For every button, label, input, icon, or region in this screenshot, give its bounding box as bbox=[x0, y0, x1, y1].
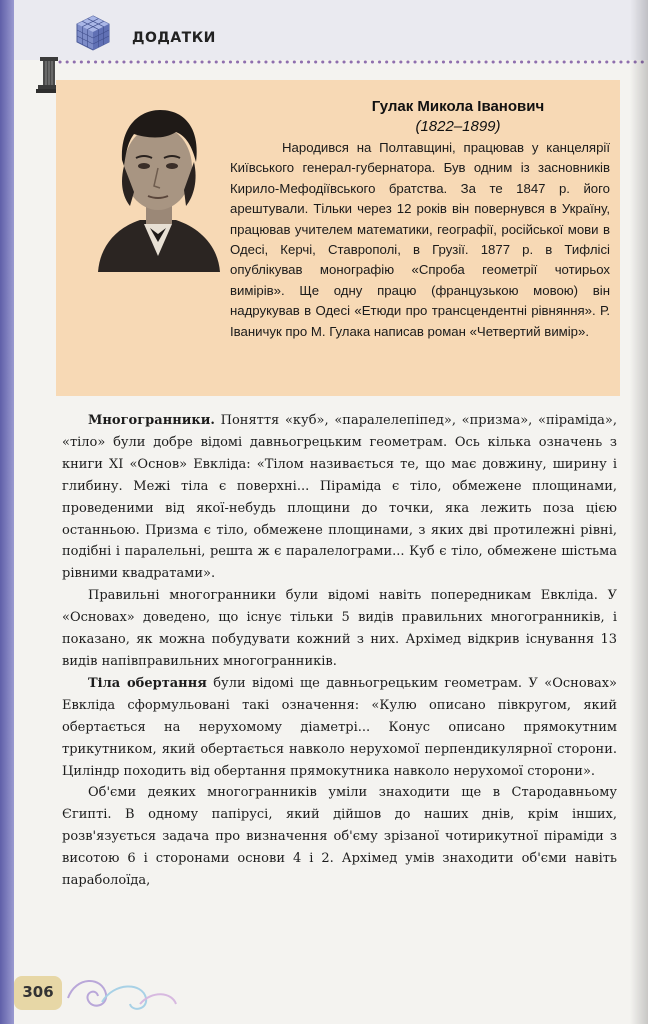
dotted-divider bbox=[58, 58, 648, 66]
paragraph-text: були відомі ще давньогрецьким геометрам. У «Основах» Евкліда сформульовані такі означення: «Кулю описано півкругом, який обертається на нерухомому діаметрі... Конус описано прямокутним трикутником, який обертається навколо нерухомої перпендикулярної сторони. Циліндр походить від обертання прямокутника навколо нерухомої сторони». bbox=[62, 675, 618, 779]
section-title: ДОДАТКИ bbox=[132, 30, 216, 46]
paragraph-text: Поняття «куб», «паралелепіпед», «призма», «піраміда», «тіло» були добре відомі давньогрецьким геометрам. Ось кілька означень з книги XI «Основ» Евкліда: «Тілом називається те, що має довжину, ширину і глибину. Межі тіла є поверхні... Піраміда є тіло, обмежене площинами, проведеними від якої-небудь площини до точки, яка лежить поза цією останньою. Призма є тіло, обмежене площинами, з яких дві протилежні рівні, подібні і паралельні, решта ж є паралелограми... Куб є тіло, обмежене шістьма рівними квадратами». bbox=[62, 413, 617, 582]
cube-icon bbox=[74, 14, 112, 52]
paragraph-volumes bbox=[62, 782, 617, 892]
paragraph-text: Правильні многогранники були відомі навіть попередникам Евкліда. У «Основах» доведено, що існує тільки 5 видів правильних многогранників, і показано, як можна побудувати кожний з них. Архімед відкрив існування 13 видів напівправильних многогранників. bbox=[62, 588, 617, 669]
paragraph-regular-polyhedra bbox=[62, 585, 617, 673]
term-solids-of-revolution: Тіла обертання bbox=[88, 675, 207, 691]
left-color-strip bbox=[0, 0, 14, 1024]
page-number: 306 bbox=[22, 983, 54, 1001]
bio-years: (1822–1899) bbox=[415, 118, 501, 135]
term-polyhedra: Многогранники. bbox=[88, 413, 215, 428]
bio-text-content: Народився на Полтавщині, працював у канцелярії Київського генерал-губернатора. Був одним із засновників Кирило-Мефодіївського братства. За те 1847 р. його арештували. Тільки через 12 років він повернувся в Україну, працював учителем математики, географії, російської мови в Одесі, Керчі, Ставрополі, в Грузії. 1877 р. в Тифлісі опублікував монографію «Спроба геометрії чотирьох вимірів». Ще одну працю (французькою мовою) він надрукував в Одесі «Етюди про трансцендентні рівняння». Р. Іваничук про М. Гулака написав роман «Четвертий вимір». bbox=[230, 140, 610, 339]
page-header bbox=[14, 0, 648, 60]
paragraph-text: Об'єми деяких многогранників уміли знаходити ще в Стародавньому Єгипті. В одному папірусі, який дійшов до наших днів, крім інших, розв'язується задача про визначення об'єму зрізаної чотирикутної піраміди з висотою 6 і сторонами основи 4 і 2. Архімед умів знаходити об'єми навіть параболоїда, bbox=[62, 785, 617, 889]
portrait-gulak bbox=[90, 96, 226, 272]
paragraph-solids-of-revolution bbox=[62, 673, 617, 783]
paragraph-polyhedra bbox=[62, 410, 617, 585]
swirl-ornament bbox=[62, 968, 182, 1016]
bio-text bbox=[230, 138, 610, 342]
page-edge-shadow bbox=[630, 0, 648, 1024]
main-text bbox=[62, 410, 617, 892]
bio-name: Гулак Микола Іванович bbox=[371, 98, 545, 115]
